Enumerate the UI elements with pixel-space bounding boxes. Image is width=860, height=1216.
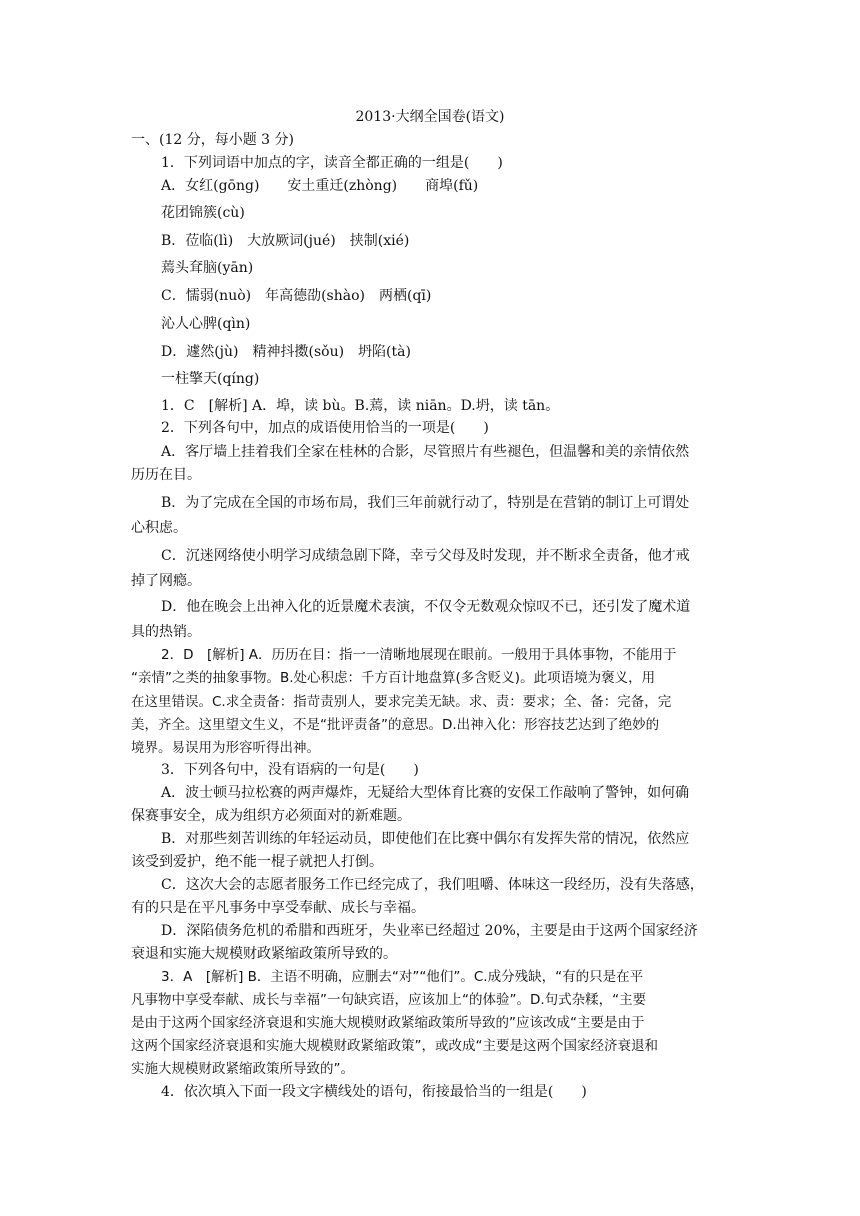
text-line: 是由于这两个国家经济衰退和实施大规模财政紧缩政策所导致的”应该改成“主要是由于	[131, 1015, 645, 1031]
text-line: 一柱擎天(qíng)	[161, 371, 260, 387]
text-line: C．沉迷网络使小明学习成绩急剧下降，幸亏父母及时发现，并不断求全责备，他才戒	[161, 548, 690, 564]
text-line: 凡事物中享受奉献、成长与幸福”一句缺宾语，应该加上“的体验”。D.句式杂糅，“主要	[131, 992, 647, 1008]
text-line: 3．下列各句中，没有语病的一句是( )	[161, 762, 419, 778]
text-line: 该受到爱护，绝不能一棍子就把人打倒。	[131, 854, 383, 870]
text-line: 沁人心脾(qìn)	[161, 316, 251, 332]
text-line: 美，齐全。这里望文生义，不是“批评责备”的意思。D.出神入化：形容技艺达到了绝妙的	[131, 717, 660, 733]
text-line: 花团锦簇(cù)	[161, 205, 245, 221]
text-line: 在这里错误。C.求全责备：指苛责别人，要求完美无缺。求、责：要求；全、备：完备，完	[131, 694, 672, 710]
text-line: 心积虑。	[131, 520, 187, 536]
text-line: 一、(12 分，每小题 3 分)	[131, 132, 294, 148]
text-line: D．遽然(jù) 精神抖擞(sǒu) 坍陷(tà)	[161, 344, 411, 360]
text-line: 4．依次填入下面一段文字横线处的语句，衔接最恰当的一组是( )	[161, 1084, 587, 1100]
text-line: 衰退和实施大规模财政紧缩政策所导致的。	[131, 946, 397, 962]
text-line: B．对那些刻苦训练的年轻运动员，即使他们在比赛中偶尔有发挥失常的情况，依然应	[161, 831, 690, 847]
text-line: 1．下列词语中加点的字，读音全都正确的一组是( )	[161, 155, 503, 171]
text-line: C．懦弱(nuò) 年高德劭(shào) 两栖(qī)	[161, 288, 432, 304]
text-line: 境界。易误用为形容听得出神。	[131, 740, 320, 756]
text-line: 历历在目。	[131, 467, 201, 483]
text-line: A．波士顿马拉松赛的两声爆炸，无疑给大型体育比赛的安保工作敲响了警钟，如何确	[161, 785, 690, 801]
text-line: A．女红(gōng) 安土重迁(zhòng) 商埠(fǔ)	[161, 178, 479, 194]
text-line: 蔫头耷脑(yān)	[161, 260, 254, 276]
text-line: 2．下列各句中，加点的成语使用恰当的一项是( )	[161, 420, 489, 436]
text-line: 这两个国家经济衰退和实施大规模财政紧缩政策”，或改成“主要是这两个国家经济衰退和	[131, 1038, 658, 1054]
text-line: B．为了完成在全国的市场布局，我们三年前就行动了，特别是在营销的制订上可谓处	[161, 495, 690, 511]
text-line: 具的热销。	[131, 624, 201, 640]
text-line: 2．D [解析] A．历历在目：指一一清晰地展现在眼前。一般用于具体事物，不能用于	[161, 647, 677, 663]
text-line: 实施大规模财政紧缩政策所导致的”。	[131, 1061, 354, 1077]
text-line: 掉了网瘾。	[131, 573, 201, 589]
text-line: B．莅临(lì) 大放厥词(jué) 挟制(xié)	[161, 233, 410, 249]
text-line: 保赛事安全，成为组织方必须面对的新难题。	[131, 808, 411, 824]
text-line: 3．A [解析] B．主语不明确，应删去“对”“他们”。C.成分残缺，“有的只是在平	[161, 969, 644, 985]
text-line: A．客厅墙上挂着我们全家在桂林的合影，尽管照片有些褪色，但温馨和美的亲情依然	[161, 444, 690, 460]
page-title: 2013·大纲全国卷(语文)	[355, 109, 505, 125]
text-line: 有的只是在平凡事务中享受奉献、成长与幸福。	[131, 900, 425, 916]
text-line: C．这次大会的志愿者服务工作已经完成了，我们咀嚼、体味这一段经历，没有失落感，	[161, 877, 704, 893]
text-line: “亲情”之类的抽象事物。B.处心积虑：千方百计地盘算(多含贬义)。此项语境为褒义，用	[131, 670, 656, 686]
text-line: D．深陷债务危机的希腊和西班牙，失业率已经超过 20%，主要是由于这两个国家经济	[161, 923, 698, 939]
text-line: 1．C [解析] A．埠，读 bù。B.蔫，读 niān。D.坍，读 tān。	[161, 398, 560, 414]
text-line: D．他在晚会上出神入化的近景魔术表演，不仅令无数观众惊叹不已，还引发了魔术道	[161, 599, 691, 615]
